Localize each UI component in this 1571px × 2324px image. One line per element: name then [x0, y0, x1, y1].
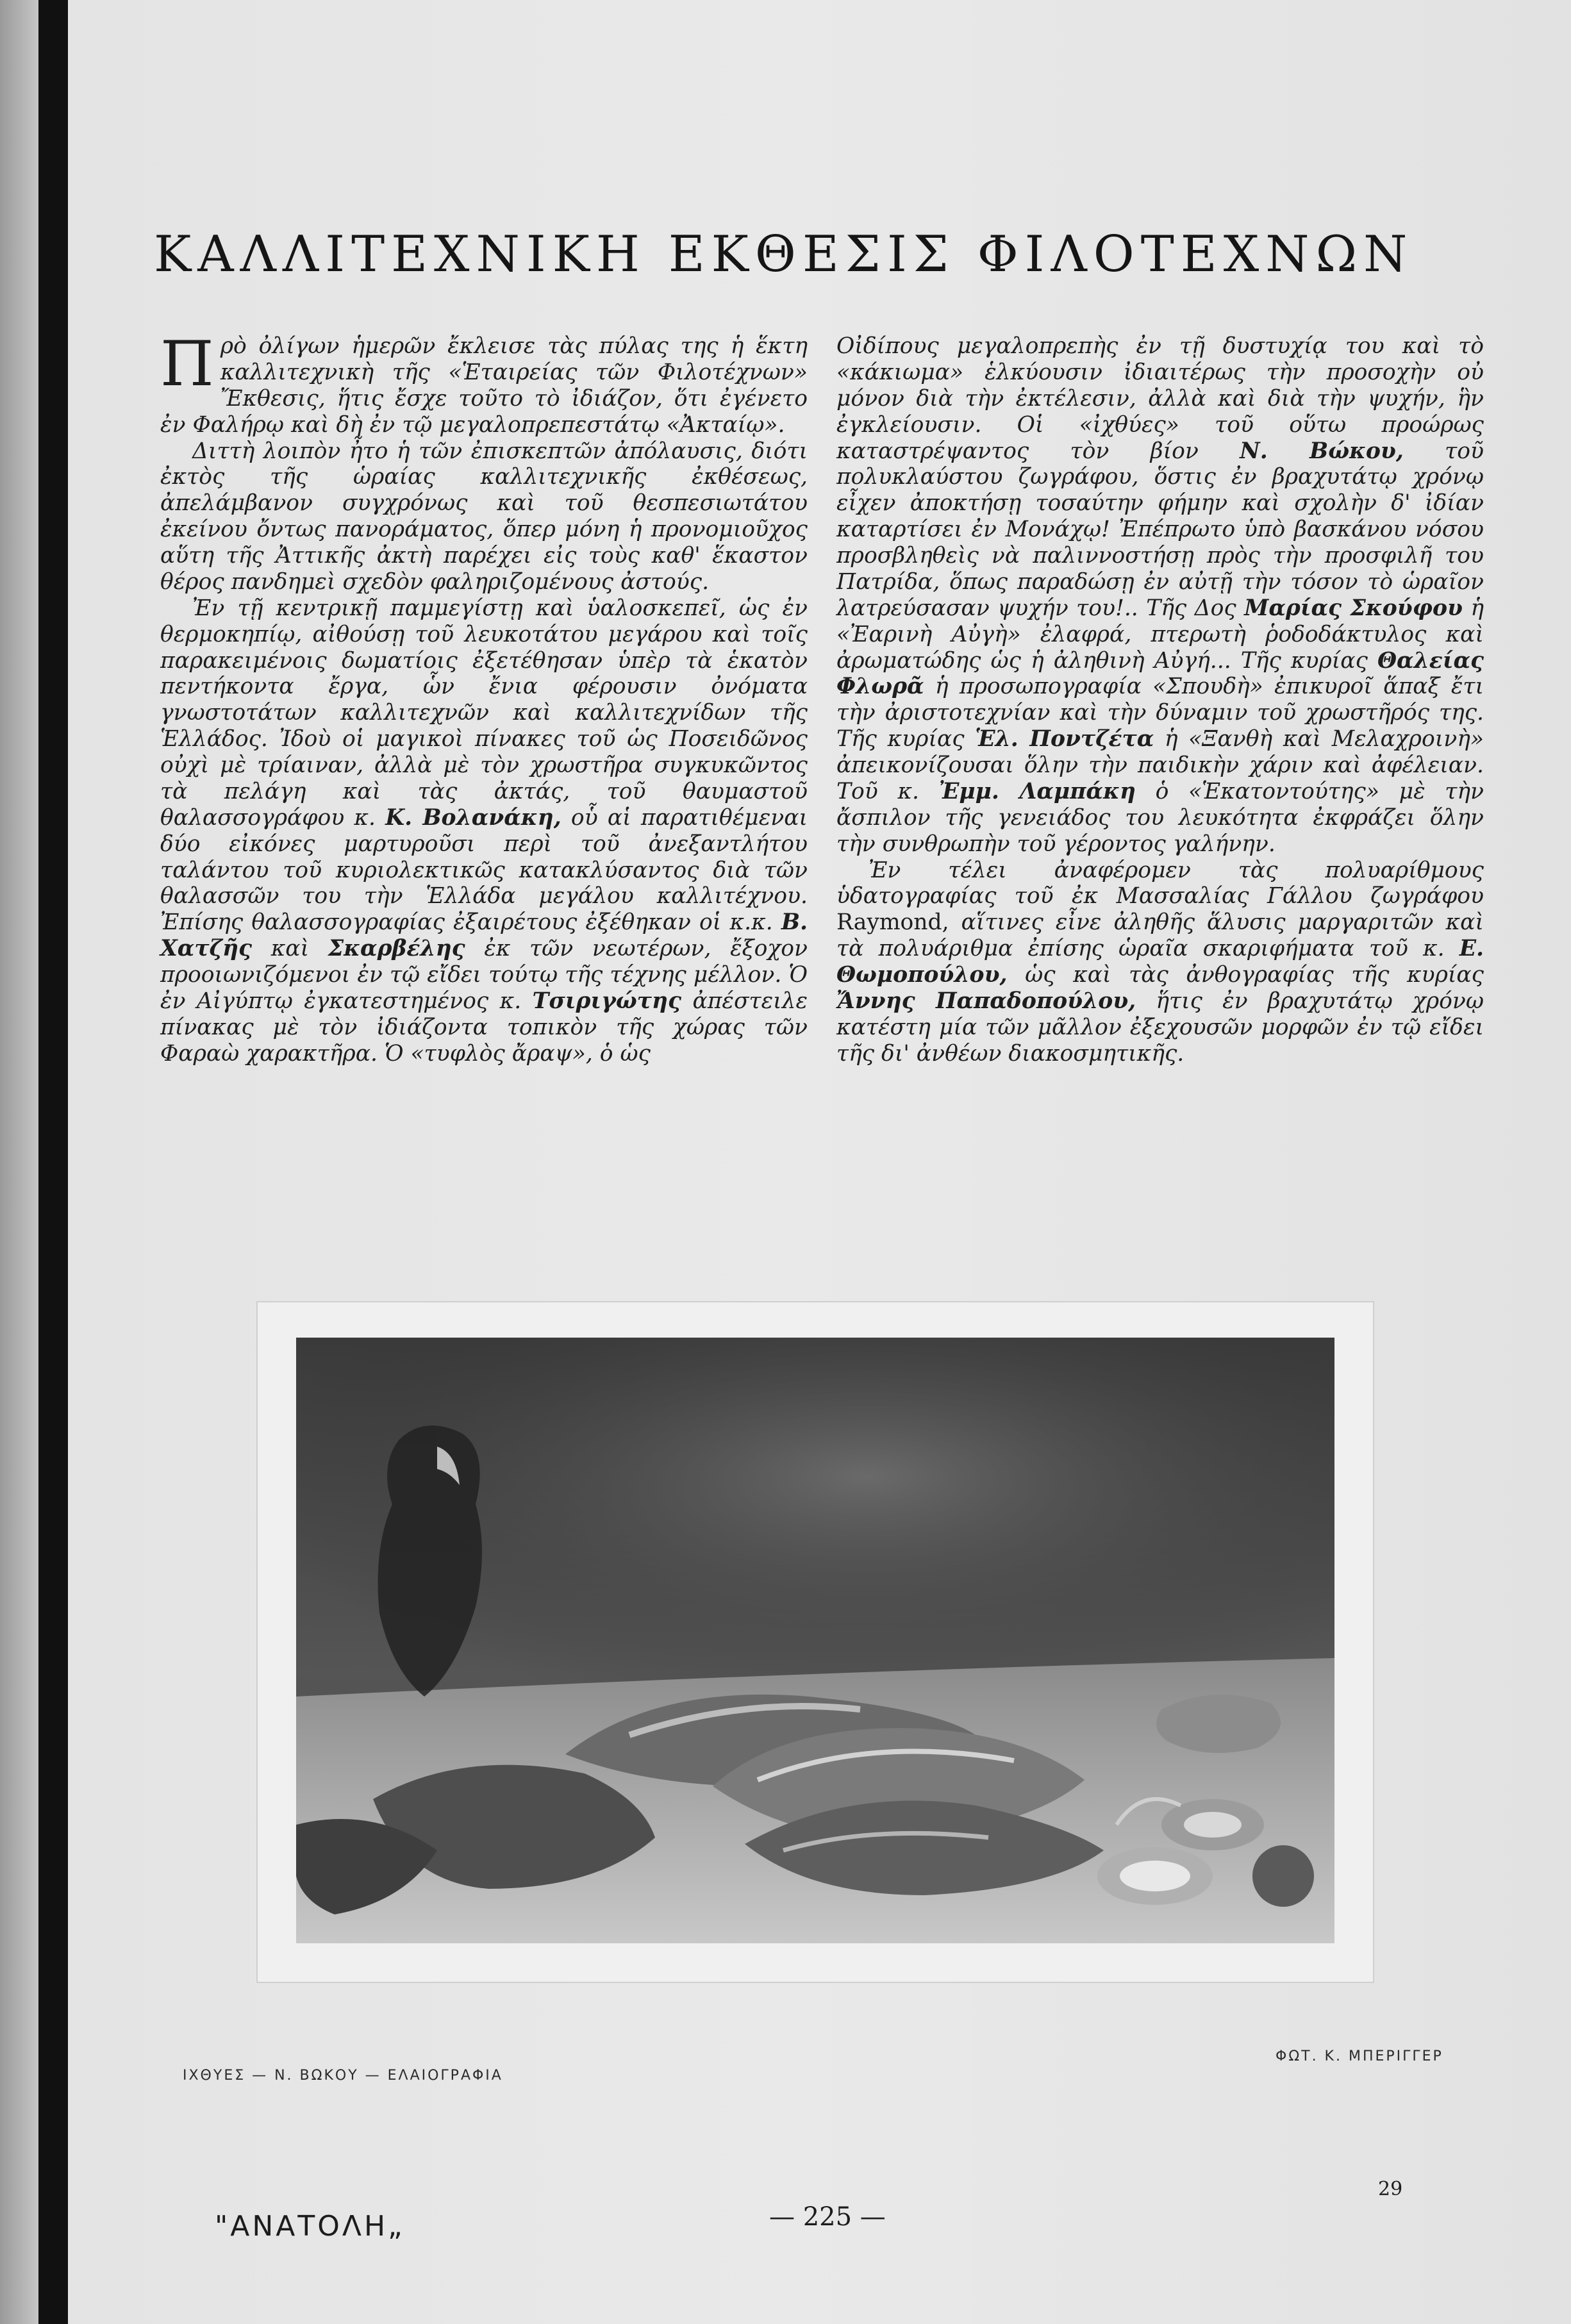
artist-name: Μαρίας Σκούφου [1244, 595, 1463, 621]
journal-name: "ΑΝΑΤΟΛΗ„ [215, 2210, 405, 2243]
artist-name: Θαλείας Φλωρᾶ [836, 647, 1484, 700]
paragraph-5: Ἐν τέλει ἀναφέρομεν τὰς πολυαρίθμους ὑδατογραφίας τοῦ ἐκ Μασσαλίας Γάλλου ζωγράφου Raymond, αἵτινες εἶνε ἀληθῆς ἅλυσις μαργαριτῶν καὶ τὰ πολυάριθμα ἐπίσης ὡραῖα σκαριφήματα τοῦ κ. Ε. Θωμοπούλου, ὡς καὶ τὰς ἀνθογραφίας τῆς κυρίας Ἄννης Παπαδοπούλου, ἥτις ἐν βραχυτάτῳ χρόνῳ κατέστη μία τῶν μᾶλλον ἐξεχουσῶν μορφῶν ἐν τῷ εἴδει τῆς δι' ἀνθέων διακοσμητικῆς. [836, 857, 1484, 1067]
artist-name: Ν. Βώκου, [1240, 438, 1404, 464]
artist-name: Raymond, [836, 909, 949, 936]
photo-credit: ΦΩΤ. Κ. ΜΠΕΡΙΓΓΕΡ [1276, 2048, 1443, 2064]
signature-mark: 29 [1378, 2178, 1403, 2200]
paragraph-3: Ἐν τῇ κεντρικῇ παμμεγίστῃ καὶ ὑαλοσκεπεῖ, ὡς ἐν θερμοκηπίῳ, αἰθούσῃ τοῦ λευκοτάτου μεγάρου καὶ τοῖς παρακειμένοις δωματίοις ἐξετέθησαν ὑπὲρ τὰ ἑκατὸν πεντήκοντα ἔργα, ὧν ἔνια φέρουσιν ὀνόματα γνωστοτάτων καλλιτεχνῶν καὶ καλλιτεχνίδων τῆς Ἑλλάδος. Ἰδοὺ οἱ μαγικοὶ πίνακες τοῦ ὡς Ποσειδῶνος οὐχὶ μὲ τρίαιναν, ἀλλὰ μὲ τὸν χρωστῆρα συγκυκῶντος τὰ πελάγη καὶ τὰς ἀκτάς, τοῦ θαυμαστοῦ θαλασσογράφου κ. Κ. Βολανάκη, οὗ αἱ παρατιθέμεναι δύο εἰκόνες μαρτυροῦσι περὶ τοῦ ἀνεξαντλήτου ταλάντου τοῦ κυριολεκτικῶς κατακλύσαντος διὰ τῶν θαλασσῶν του τὴν Ἑλλάδα μεγάλου καλλιτέχνου. Ἐπίσης θαλασσογραφίας ἐξαιρέτους ἐξέθηκαν οἱ κ.κ. Β. Χατζῆς καὶ Σκαρβέλης ἐκ τῶν νεωτέρων, ἔξοχον προοιωνιζόμενοι ἐν τῷ εἴδει τούτῳ τῆς τέχνης μέλλον. Ὁ ἐν Αἰγύπτῳ ἐγκατεστημένος κ. Τσιριγώτης ἀπέστειλε πίνακας μὲ τὸν ἰδιάζοντα τοπικὸν τῆς χώρας τῶν Φαραὼ χαρακτῆρα. Ὁ «τυφλὸς ἄραψ», ὁ ὡς [160, 595, 808, 1067]
left-column [160, 328, 808, 1067]
artist-name: Τσιριγώτης [532, 988, 682, 1014]
artist-name: Β. Χατζῆς [160, 909, 808, 962]
right-column [836, 333, 1484, 1067]
drop-cap: Π [160, 328, 214, 400]
artist-name: Ἑλ. Ποντζέτα [975, 726, 1154, 752]
artist-name: Ἐμμ. Λαμπάκη [938, 778, 1136, 804]
artist-name: Ε. Θωμοπούλου, [836, 936, 1484, 988]
plate-frame [256, 1301, 1374, 1983]
artist-name: Ἄννης Παπαδοπούλου, [836, 988, 1136, 1014]
binding-shadow [0, 0, 38, 2324]
paragraph-2: Διττὴ λοιπὸν ἦτο ἡ τῶν ἐπισκεπτῶν ἀπόλαυσις, διότι ἐκτὸς τῆς ὡραίας καλλιτεχνικῆς ἐκθέσεως, ἀπελάμβανον συγχρόνως καὶ τοῦ θεσπεσιωτάτου ἐκείνου ὄντως πανοράματος, ὅπερ μόνη ἡ προνομιοῦχος αὕτη τῆς Ἀττικῆς ἀκτὴ παρέχει εἰς τοὺς καθ' ἕκαστον θέρος πανδημεὶ σχεδὸν φαληριζομένους ἀστούς. [160, 438, 808, 595]
artist-name: Σκαρβέλης [328, 936, 465, 962]
article-title: ΚΑΛΛΙΤΕΧΝΙΚΗ ΕΚΘΕΣΙΣ ΦΙΛΟΤΕΧΝΩΝ [154, 226, 1414, 284]
plate-caption: ΙΧΘΥΕΣ — Ν. ΒΩΚΟΥ — ΕΛΑΙΟΓΡΑΦΙΑ [183, 2068, 503, 2084]
page-number: — 225 — [769, 2202, 886, 2232]
paragraph-1: Πρὸ ὀλίγων ἡμερῶν ἔκλεισε τὰς πύλας της ἡ ἕκτη καλλιτεχνικὴ τῆς «Ἑταιρείας τῶν Φιλοτέχνων» Ἔκθεσις, ἥτις ἔσχε τοῦτο τὸ ἰδιάζον, ὅτι ἐγένετο ἐν Φαλήρῳ καὶ δὴ ἐν τῷ μεγαλοπρεπεστάτῳ «Ἀκταίῳ». [160, 328, 808, 438]
artist-name: Κ. Βολανάκη, [385, 804, 561, 831]
paragraph-4: Οἰδίπους μεγαλοπρεπὴς ἐν τῇ δυστυχίᾳ του καὶ τὸ «κάκιωμα» ἑλκύουσιν ἰδιαιτέρως τὴν προσοχὴν οὐ μόνον διὰ τὴν ἐκτέλεσιν, ἀλλὰ καὶ διὰ τὴν ψυχήν, ἣν ἐγκλείουσιν. Οἱ «ἰχθύες» τοῦ οὕτω προώρως καταστρέψαντος τὸν βίον Ν. Βώκου, τοῦ πολυκλαύστου ζωγράφου, ὅστις ἐν βραχυτάτῳ χρόνῳ εἶχεν ἀποκτήσῃ τοσαύτην φήμην καὶ σχολὴν δ' ἰδίαν καταρτίσει ἐν Μονάχῳ! Ἐπέπρωτο ὑπὸ βασκάνου νόσου προσβληθεὶς νὰ παλιννοστήσῃ πρὸς τὴν προσφιλῆ του Πατρίδα, ὅπως παραδώσῃ ἐν αὐτῇ τὴν τόσον τὸ ὡραῖον λατρεύσασαν ψυχήν του!.. Τῆς Δος Μαρίας Σκούφου ἡ «Ἐαρινὴ Αὐγὴ» ἐλαφρά, πτερωτὴ ῥοδοδάκτυλος καὶ ἀρωματώδης ὡς ἡ ἀληθινὴ Αὐγή... Τῆς κυρίας Θαλείας Φλωρᾶ ἡ προσωπογραφία «Σπουδὴ» ἐπικυροῖ ἅπαξ ἔτι τὴν ἀριστοτεχνίαν καὶ τὴν δύναμιν τοῦ χρωστῆρός της. Τῆς κυρίας Ἑλ. Ποντζέτα ἡ «Ξανθὴ καὶ Μελαχροινὴ» ἀπεικονίζουσαι ὅλην τὴν παιδικὴν χάριν καὶ ἀφέλειαν. Τοῦ κ. Ἐμμ. Λαμπάκη ὁ «Ἑκατοντούτης» μὲ τὴν ἄσπιλον τῆς γενειάδος του λευκότητα ἐκφράζει ὅλην τὴν συνθρωπὴν τοῦ γέροντος γαλήνην. [836, 333, 1484, 857]
book-binding [38, 0, 68, 2324]
fish-still-life-painting [296, 1338, 1334, 1943]
